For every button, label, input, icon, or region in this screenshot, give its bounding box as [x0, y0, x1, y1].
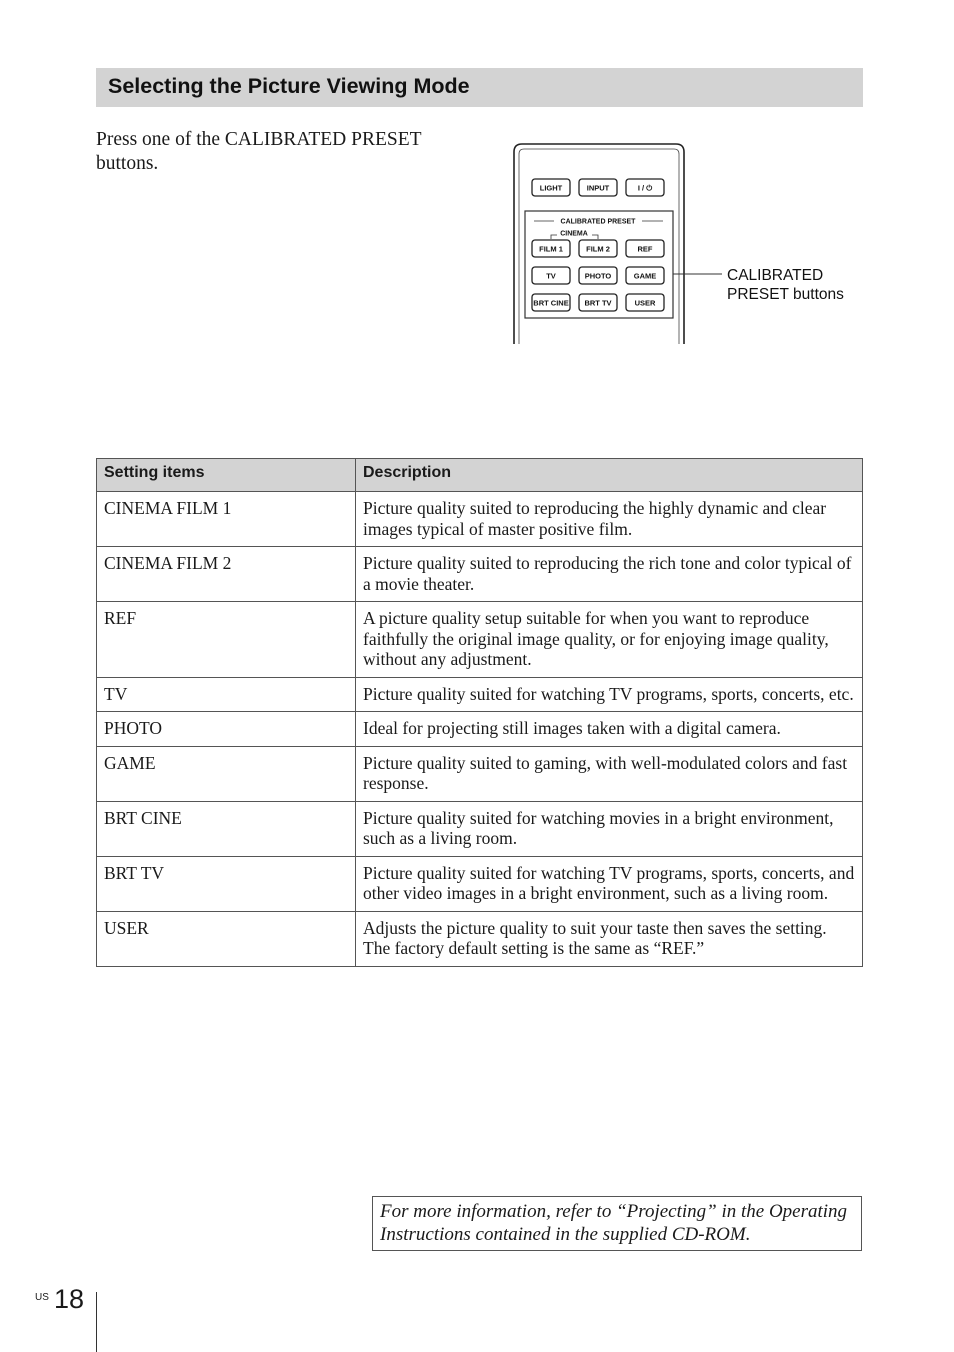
table-row	[97, 677, 863, 712]
table-row	[97, 602, 863, 678]
setting-description: Picture quality suited to gaming, with well-modulated colors and fast response.	[356, 746, 863, 801]
table-row	[97, 492, 863, 547]
setting-description: Adjusts the picture quality to suit your taste then saves the setting. The factory default setting is the same as “REF.”	[356, 911, 863, 966]
setting-item: TV	[97, 677, 356, 712]
top-buttons	[532, 179, 664, 196]
table-row	[97, 547, 863, 602]
setting-description: Picture quality suited for watching TV programs, sports, concerts, etc.	[356, 677, 863, 712]
preset-buttons	[532, 240, 664, 311]
table-row	[97, 712, 863, 747]
remote-control-drawing	[508, 140, 868, 350]
settings-table	[96, 458, 863, 967]
callout-label: CALIBRATED PRESET buttons	[727, 267, 844, 303]
input-button-label: INPUT	[586, 183, 610, 193]
setting-item: BRT TV	[97, 856, 356, 911]
light-button-label: LIGHT	[539, 183, 563, 193]
table-row	[97, 856, 863, 911]
preset-button-label: TV	[546, 271, 556, 281]
page-number: 18	[54, 1284, 85, 1314]
table-row	[97, 746, 863, 801]
header-setting-items: Setting items	[97, 459, 356, 492]
page-margin-rule	[96, 1292, 97, 1352]
setting-item: GAME	[97, 746, 356, 801]
preset-group-label: CALIBRATED PRESET	[560, 218, 636, 226]
preset-button-label: PHOTO	[584, 271, 612, 281]
cinema-label: CINEMA	[560, 230, 588, 238]
setting-description: Picture quality suited for watching TV programs, sports, concerts, and other video images in a bright environment, such as a living room.	[356, 856, 863, 911]
preset-button-label: BRT CINE	[533, 298, 569, 308]
setting-item: CINEMA FILM 1	[97, 492, 356, 547]
remote-illustration	[508, 140, 868, 350]
preset-button-label: FILM 2	[586, 244, 610, 254]
setting-description: A picture quality setup suitable for when you want to reproduce faithfully the original image quality, or for enjoying image quality, without any adjustment.	[356, 602, 863, 678]
section-heading-bar	[96, 68, 863, 107]
table-row	[97, 801, 863, 856]
preset-button-label: FILM 1	[539, 244, 563, 254]
reference-note: For more information, refer to “Projecting” in the Operating Instructions contained in the supplied CD-ROM.	[372, 1196, 862, 1251]
setting-description: Ideal for projecting still images taken with a digital camera.	[356, 712, 863, 747]
header-description: Description	[356, 459, 863, 492]
setting-item: USER	[97, 911, 356, 966]
page-region-label: US	[35, 1292, 49, 1303]
setting-description: Picture quality suited to reproducing the highly dynamic and clear images typical of master positive film.	[356, 492, 863, 547]
power-button-label: I / ⏻	[637, 183, 653, 193]
preset-button-label: BRT TV	[584, 298, 612, 308]
table-header-row	[97, 459, 863, 492]
section-title: Selecting the Picture Viewing Mode	[108, 74, 470, 98]
preset-button-label: REF	[637, 244, 653, 254]
preset-button-label: GAME	[633, 271, 657, 281]
table-row	[97, 911, 863, 966]
setting-description: Picture quality suited to reproducing the rich tone and color typical of a movie theater.	[356, 547, 863, 602]
intro-text: Press one of the CALIBRATED PRESET buttons.	[96, 129, 422, 174]
preset-button-label: USER	[634, 298, 656, 308]
setting-item: BRT CINE	[97, 801, 356, 856]
setting-item: PHOTO	[97, 712, 356, 747]
setting-item: REF	[97, 602, 356, 678]
setting-item: CINEMA FILM 2	[97, 547, 356, 602]
setting-description: Picture quality suited for watching movies in a bright environment, such as a living room.	[356, 801, 863, 856]
